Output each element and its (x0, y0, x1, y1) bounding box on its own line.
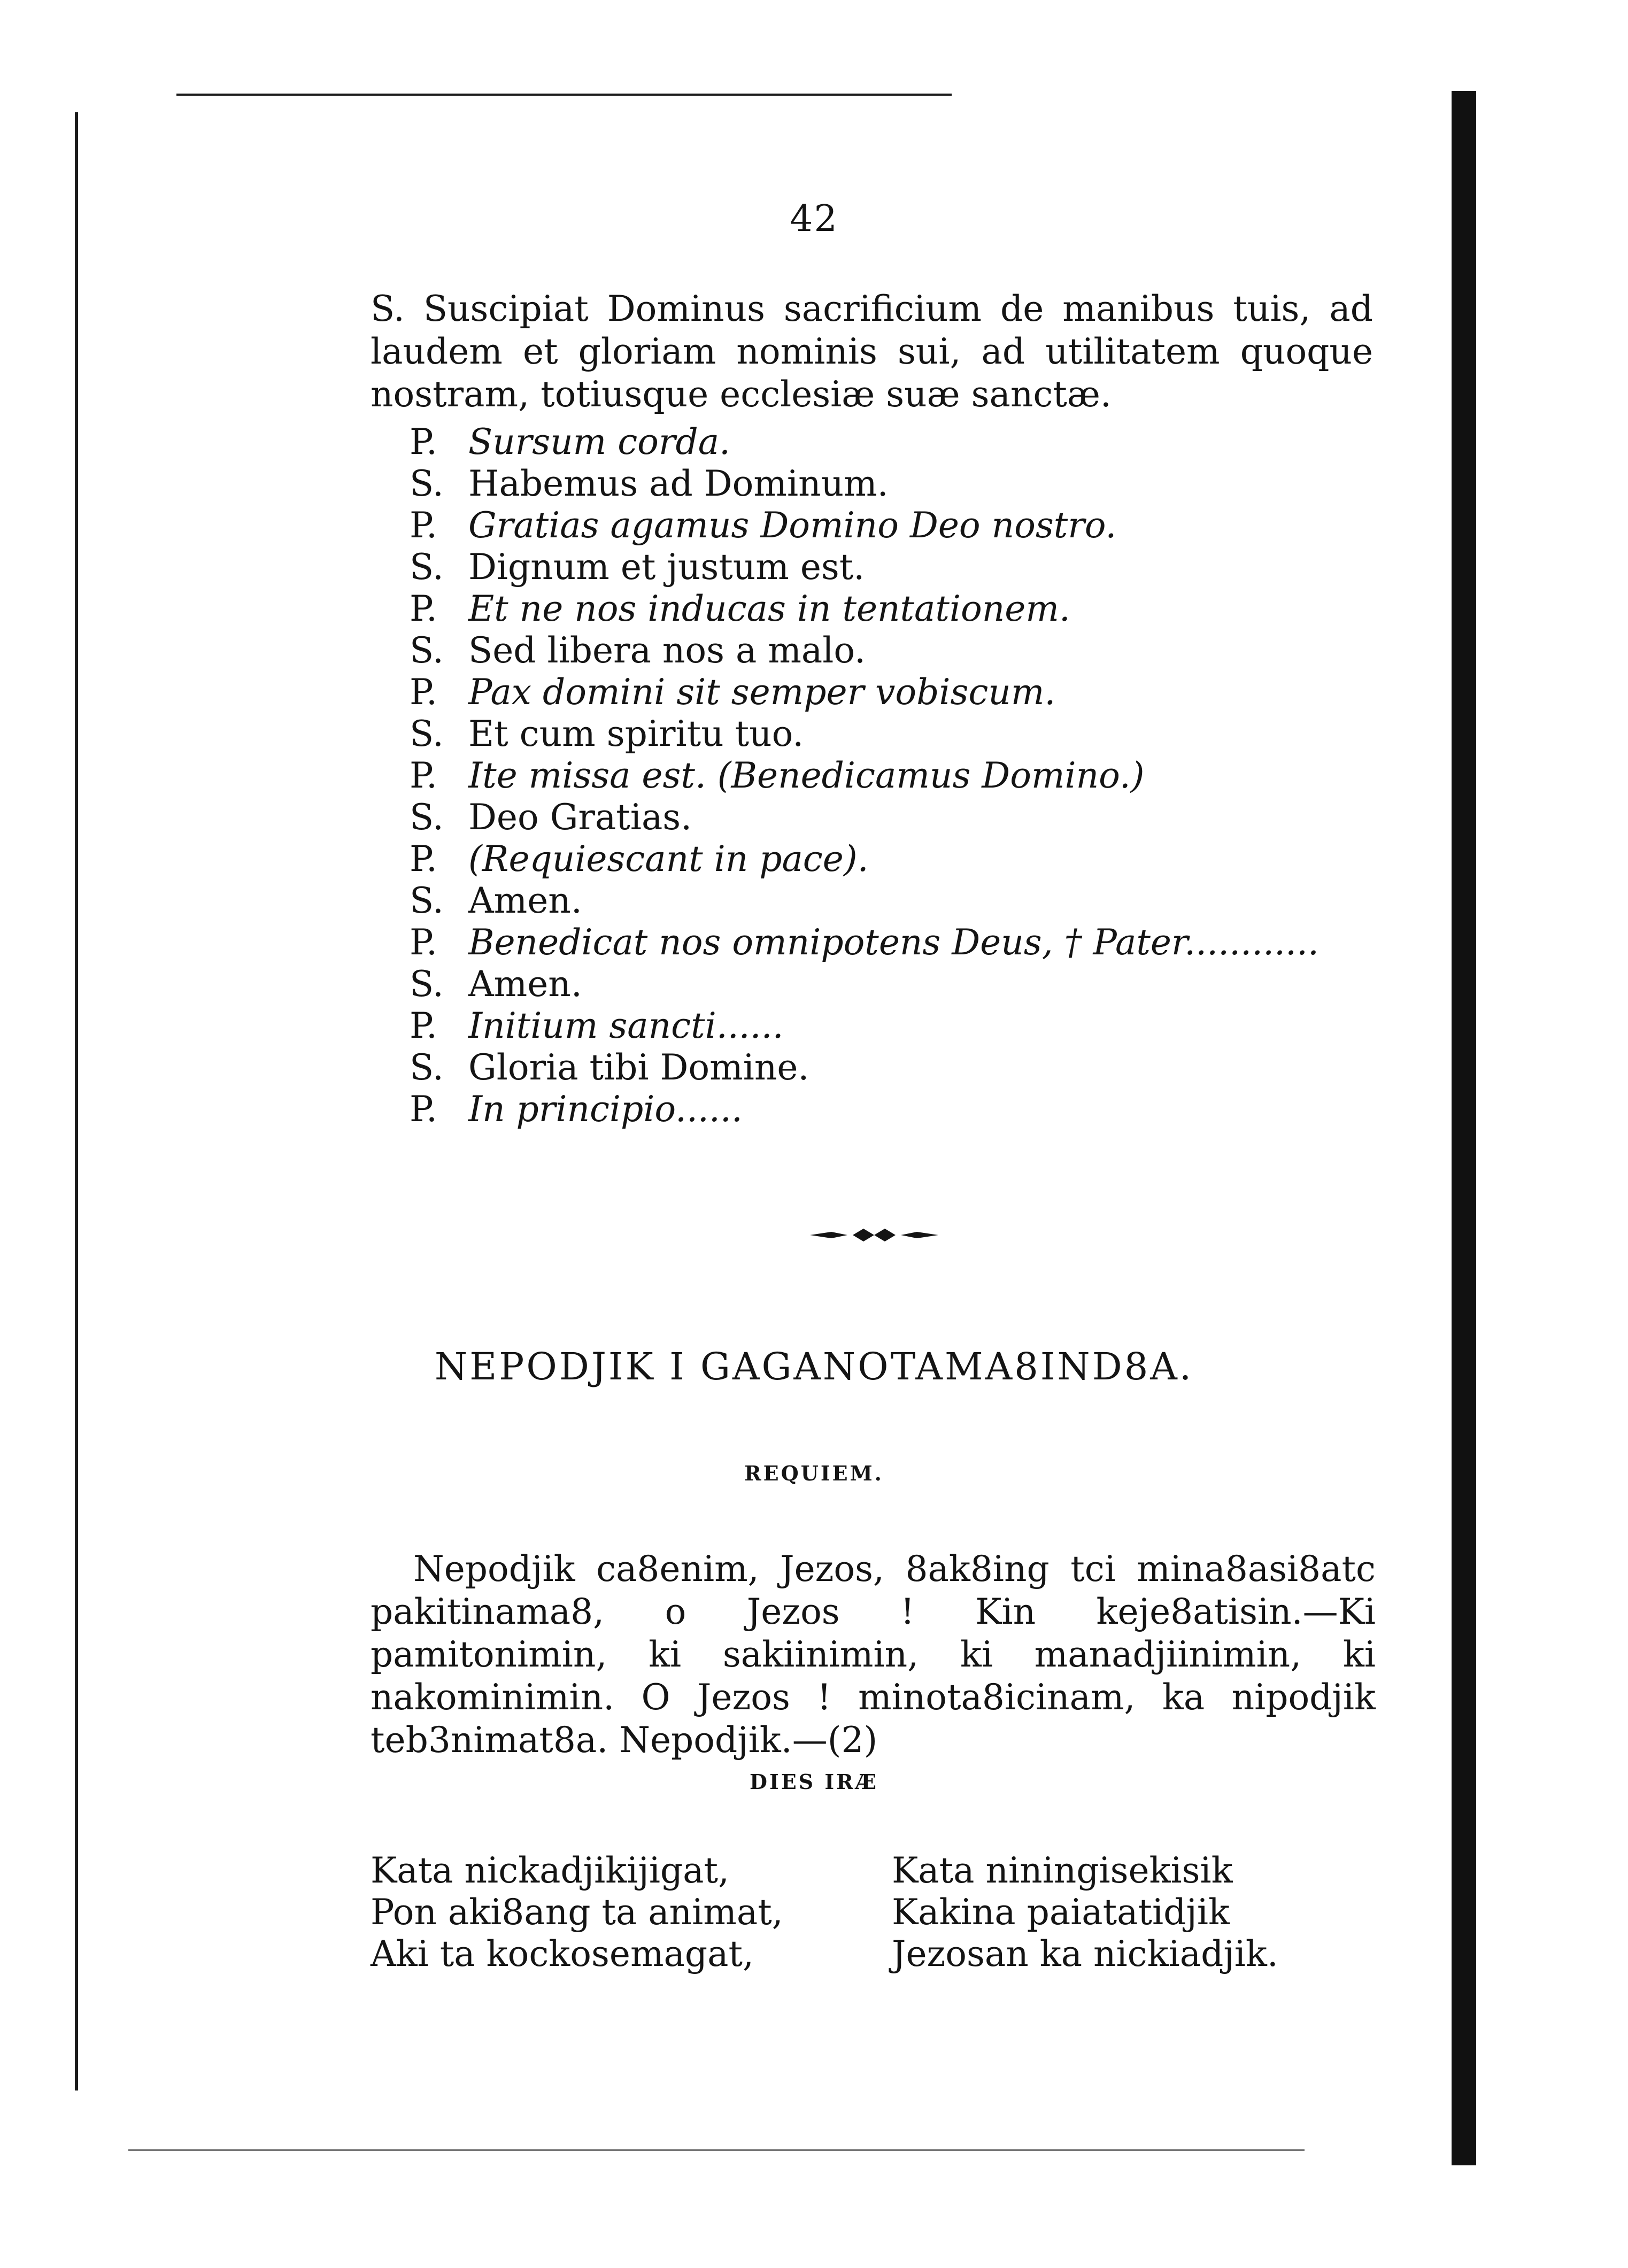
speaker-label: P. (410, 1005, 438, 1046)
dialogue-line (410, 922, 1319, 963)
dialogue-text: Amen. (468, 963, 582, 1005)
requiem-paragraph: Nepodjik ca8enim, Jezos, 8ak8ing tci mina8asi8atc pakitinama8, o Jezos ! Kin keje8atisin.—Ki pamitonimin, ki sakiinimin, ki manadjiinimin, ki nakominimin. O Jezos ! minota8icinam, ka nipodjik teb3nimat8a. Nepodjik.—(2) (371, 1548, 1376, 1761)
speaker-label: P. (410, 755, 438, 796)
dialogue-line (410, 463, 1319, 505)
dialogue-line (410, 672, 1319, 713)
speaker-label: S. (410, 880, 444, 921)
verse-line: Kata niningisekisik (892, 1850, 1233, 1891)
dialogue-text: Deo Gratias. (468, 797, 692, 838)
top-edge-line (176, 94, 952, 96)
dialogue-text: Et cum spiritu tuo. (468, 713, 804, 754)
dialogue-line (410, 630, 1319, 672)
dialogue-line (410, 505, 1319, 546)
dialogue-text: Sursum corda. (468, 421, 731, 462)
section-title: NEPODJIK I GAGANOTAMA8IND8A. (434, 1345, 1194, 1388)
dialogue-text: Pax domini sit semper vobiscum. (468, 672, 1056, 713)
speaker-label: P. (410, 1089, 438, 1130)
verse-column-left (371, 1850, 783, 1975)
section-divider-ornament (810, 1224, 938, 1246)
dialogue-text: Gratias agamus Domino Deo nostro. (468, 505, 1117, 546)
dialogue-text: Et ne nos inducas in tentationem. (468, 588, 1070, 629)
speaker-label: S. (410, 546, 444, 588)
right-spine-shadow (1452, 91, 1476, 2165)
verse-line: Jezosan ka nickiadjik. (892, 1933, 1278, 1974)
dialogue-line (410, 1047, 1319, 1089)
dialogue-text: Habemus ad Dominum. (468, 463, 889, 504)
dialogue-text: Gloria tibi Domine. (468, 1047, 809, 1088)
dies-irae-heading: DIES IRÆ (749, 1770, 879, 1794)
dialogue-line (410, 546, 1319, 588)
dialogue-text: In principio...... (468, 1089, 743, 1130)
dialogue-text: Amen. (468, 880, 582, 921)
speaker-label: S. (410, 1047, 444, 1088)
dialogue-text: Ite missa est. (Benedicamus Domino.) (468, 755, 1145, 796)
speaker-label: P. (410, 588, 438, 629)
speaker-label: P. (410, 505, 438, 546)
dialogue-line (410, 755, 1319, 797)
speaker-label: S. (410, 463, 444, 504)
speaker-label: P. (410, 421, 438, 462)
speaker-label: S. (410, 713, 444, 754)
verse-column-right (892, 1850, 1278, 1975)
speaker-label: P. (410, 838, 438, 880)
bottom-edge-line (128, 2149, 1305, 2151)
verse-line: Aki ta kockosemagat, (371, 1933, 754, 1974)
left-edge-line (75, 112, 78, 2090)
dialogue-line (410, 838, 1319, 880)
dialogue-text: Sed libera nos a malo. (468, 630, 866, 671)
verse-line: Kakina paiatatidjik (892, 1892, 1230, 1933)
dialogue-line (410, 963, 1319, 1005)
dialogue-line (410, 421, 1319, 463)
speaker-label: S. (410, 963, 444, 1005)
dialogue-line (410, 1089, 1319, 1130)
dialogue-text: (Requiescant in pace). (468, 838, 869, 880)
liturgical-dialogue (410, 421, 1319, 1130)
verse-line: Pon aki8ang ta animat, (371, 1892, 783, 1933)
dialogue-text: Benedicat nos omnipotens Deus, † Pater............ (468, 922, 1319, 963)
speaker-label: S. (410, 797, 444, 838)
page-number: 42 (790, 198, 838, 240)
dialogue-line (410, 713, 1319, 755)
opening-paragraph: S. Suscipiat Dominus sacrificium de manibus tuis, ad laudem et gloriam nominis sui, ad utilitatem quoque nostram, totiusque ecclesiæ suæ sanctæ. (371, 288, 1373, 415)
requiem-heading: REQUIEM. (744, 1461, 884, 1485)
speaker-label: S. (410, 630, 444, 671)
dialogue-text: Initium sancti...... (468, 1005, 784, 1046)
dialogue-line (410, 1005, 1319, 1047)
dialogue-line (410, 588, 1319, 630)
dialogue-line (410, 880, 1319, 922)
speaker-label: P. (410, 922, 438, 963)
speaker-label: P. (410, 672, 438, 713)
dialogue-text: Dignum et justum est. (468, 546, 865, 588)
verse-line: Kata nickadjikijigat, (371, 1850, 730, 1891)
dialogue-line (410, 797, 1319, 838)
